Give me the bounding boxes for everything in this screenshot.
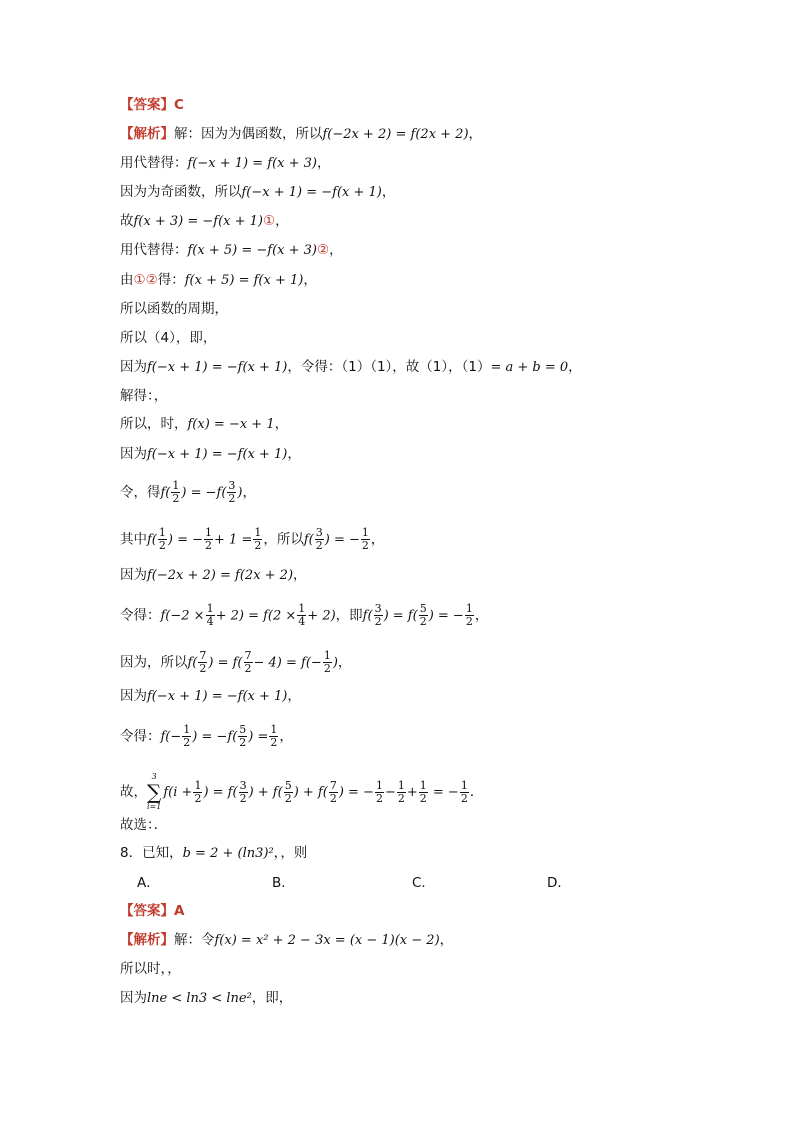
text: 令得： [120,728,161,745]
line-4 [120,211,289,232]
denominator: 2 [239,791,247,805]
line-24 [120,959,181,979]
fraction [375,780,384,805]
sum-upper: 3 [151,772,157,781]
line-7 [120,299,228,319]
formula: f(i + [163,785,193,800]
formula: f(x) = −x + 1 [187,417,275,432]
fraction [204,527,213,552]
text: ， [329,242,343,258]
line-9 [120,357,582,378]
sum-lower: i=1 [147,802,162,811]
line-14 [120,527,384,552]
numerator: 5 [239,723,247,736]
formula: f(x + 3) = −f(x + 1) [133,214,263,229]
text: 因为为奇函数，所以 [120,184,242,200]
text: 其中 [120,531,147,548]
fraction [198,650,207,675]
numerator: 1 [270,723,278,736]
text: ，即， [251,990,293,1006]
formula: f(x + 5) = −f(x + 3) [187,243,317,258]
numerator: 1 [298,602,306,615]
line-5 [120,240,343,261]
numerator: 1 [205,526,213,539]
denominator: 2 [194,791,202,805]
text: 所以函数的周期， [120,301,228,317]
numerator: 7 [329,778,337,792]
formula: ) = f( [203,785,238,800]
text: ， [316,155,331,171]
question-8 [120,843,307,864]
denominator: 2 [183,736,191,749]
formula: f( [160,485,171,501]
denominator: 2 [315,539,323,552]
fraction [323,650,332,675]
denominator: 4 [298,615,306,628]
text: 故选：． [120,817,168,833]
text: 由 [120,272,134,288]
line-25 [120,988,292,1009]
numerator: 1 [183,723,191,736]
line-15 [120,565,307,586]
denominator: 2 [419,791,427,805]
formula: f(−2x + 2) = f(2x + 2) [147,568,294,583]
analysis-line-2 [120,930,453,951]
fraction [244,650,253,675]
formula: ) + f( [248,785,283,800]
formula: ) = −f( [192,729,238,745]
text: 令，得 [120,484,161,501]
line-19 [120,724,293,749]
numerator: 1 [194,778,202,792]
answer-tag: 【答案】 [120,903,174,919]
text: ， [293,567,307,583]
text: ， [287,446,301,462]
text: 所以时，， [120,961,181,977]
formula: f( [362,608,373,624]
denominator: 2 [270,736,278,749]
formula: − 4) = f(− [253,655,322,671]
line-3 [120,182,395,203]
formula: ) = [248,729,269,745]
denominator: 2 [172,492,180,505]
numerator: 1 [465,602,473,615]
formula: ) = − [428,608,464,624]
formula: f(x + 5) = f(x + 1) [184,273,304,288]
formula: ) = f( [383,608,418,624]
numerator: 3 [239,778,247,792]
numerator: 1 [206,602,214,615]
denominator: 2 [374,615,382,628]
text: 故 [120,213,134,229]
formula: + 2) [307,608,336,624]
sigma-icon: ∑ [147,780,162,804]
option-a: A． [137,875,160,891]
denominator: 2 [205,539,213,552]
text: ， [381,184,396,200]
text: 用代替得： [120,155,188,171]
text: ， [242,484,256,501]
line-21 [120,815,167,835]
denominator: 4 [206,615,214,628]
fraction [253,527,262,552]
text: ， [274,416,289,432]
line-12 [120,444,301,465]
fraction [465,603,474,628]
denominator: 2 [460,791,468,805]
fraction [329,780,338,805]
line-18 [120,686,301,707]
numerator: 1 [172,479,180,492]
text: 因为，所以 [120,654,188,671]
formula: f(−x + 1) = −f(x + 1) [147,360,288,375]
formula: ) [237,485,243,501]
text: ， [275,213,289,229]
formula: f( [303,532,314,548]
text: 因为 [120,359,147,375]
analysis-tag: 【解析】 [120,126,174,142]
text: ，即 [335,607,363,624]
formula: lne < ln3 < lne² [147,991,252,1006]
answer-line-1 [120,95,184,115]
formula: f(−x + 1) = −f(x + 1) [241,185,382,200]
numerator: 1 [419,778,427,792]
text: 用代替得： [120,242,188,258]
line-8 [120,328,216,348]
fraction [238,724,247,749]
text: ， [468,126,483,142]
fraction [239,780,248,805]
formula: b = 2 + (ln3)² [182,846,274,861]
text: ， [287,688,301,704]
formula: ) = −f( [181,485,227,501]
fraction [284,780,293,805]
numerator: 1 [460,778,468,792]
denominator: 2 [397,791,405,805]
denominator: 2 [239,736,247,749]
numerator: 5 [419,602,427,615]
formula: f(−x + 1) = f(x + 3) [187,156,317,171]
minus-sign: − [384,785,396,800]
fraction [419,603,428,628]
denominator: 2 [419,615,427,628]
answer-line-2 [120,901,184,921]
fraction [460,780,469,805]
text: 所以（4），即， [120,330,217,346]
option-b: B． [272,875,295,891]
text: 令得： [120,607,161,624]
summation-symbol [147,772,161,812]
line-17 [120,650,351,675]
line-20 [120,772,483,812]
text: ，令得：（1）（1），故（1），（1） [287,359,491,375]
numerator: 7 [244,649,252,662]
fraction [397,780,406,805]
fraction [269,724,278,749]
answer-value: A [174,903,185,919]
numerator: 3 [374,602,382,615]
denominator: 2 [158,539,166,552]
formula: ) = − [324,532,360,548]
text: ，，则 [273,845,308,861]
text: 解得：， [120,388,168,404]
text: 所以，时， [120,416,188,432]
answer-tag: 【答案】 [120,97,174,113]
line-13 [120,480,256,505]
formula: ) = − [338,785,374,800]
fraction [419,780,428,805]
fraction [206,603,215,628]
text: ， [279,728,293,745]
text: 因为 [120,990,147,1006]
denominator: 2 [254,539,262,552]
text: ， [568,359,582,375]
denominator: 2 [361,539,369,552]
analysis-tag: 【解析】 [120,932,174,948]
text: 因为 [120,446,147,462]
denominator: 2 [323,662,331,675]
text: ， [370,531,385,548]
text: ． [469,784,484,800]
text: ， [303,272,317,288]
denominator: 2 [375,791,383,805]
fraction [374,603,383,628]
text: ， [474,607,489,624]
line-6 [120,270,317,291]
numerator: 3 [228,479,236,492]
text: ， [439,932,454,948]
formula: f(−2x + 2) = f(2x + 2) [322,127,469,142]
denominator: 2 [329,791,337,805]
text: 得： [157,272,185,288]
numerator: 1 [158,526,166,539]
analysis-line-1 [120,124,482,145]
formula: f( [147,532,157,548]
circled-mark: ①② [133,272,158,288]
text: 解：令 [174,932,215,948]
formula: + 2) = f(2 × [215,608,297,624]
answer-value: C [174,97,184,113]
text: 8．已知， [120,845,183,861]
formula: ) = f( [208,655,243,671]
option-c: C． [412,875,435,891]
text: ，所以 [263,531,304,548]
text: ， [337,654,352,671]
numerator: 7 [199,649,207,662]
formula: ) [332,655,338,671]
numerator: 1 [361,526,369,539]
fraction [193,780,202,805]
denominator: 2 [465,615,473,628]
formula: f(−x + 1) = −f(x + 1) [147,689,288,704]
numerator: 1 [254,526,262,539]
formula: ) + f( [293,785,328,800]
numerator: 1 [397,778,405,792]
denominator: 2 [199,662,207,675]
fraction [361,527,370,552]
denominator: 2 [284,791,292,805]
denominator: 2 [228,492,236,505]
fraction [315,527,324,552]
formula: f(−x + 1) = −f(x + 1) [147,447,288,462]
plus-sign: + [406,785,418,800]
formula: = a + b = 0 [490,360,569,375]
equals-minus: = − [428,785,459,800]
formula: + 1 = [214,532,253,548]
numerator: 1 [375,778,383,792]
denominator: 2 [244,662,252,675]
numerator: 5 [284,778,292,792]
formula: f( [187,655,198,671]
formula: f(− [160,729,182,745]
fraction [182,724,191,749]
circled-mark: ② [316,242,330,258]
numerator: 3 [315,526,323,539]
text: 解：因为为偶函数，所以 [174,126,323,142]
formula: ) = − [167,532,204,548]
option-d: D． [547,875,571,891]
text: 因为 [120,567,147,583]
formula: f(−2 × [160,608,205,624]
circled-mark: ① [262,213,276,229]
text: 因为 [120,688,147,704]
text: 故， [120,784,147,800]
numerator: 1 [323,649,331,662]
fraction [171,480,180,505]
fraction [227,480,236,505]
line-11 [120,414,288,435]
formula: f(x) = x² + 2 − 3x = (x − 1)(x − 2) [214,933,440,948]
line-16 [120,603,488,628]
fraction [158,527,167,552]
line-2 [120,153,330,174]
fraction [297,603,306,628]
line-10 [120,386,167,406]
